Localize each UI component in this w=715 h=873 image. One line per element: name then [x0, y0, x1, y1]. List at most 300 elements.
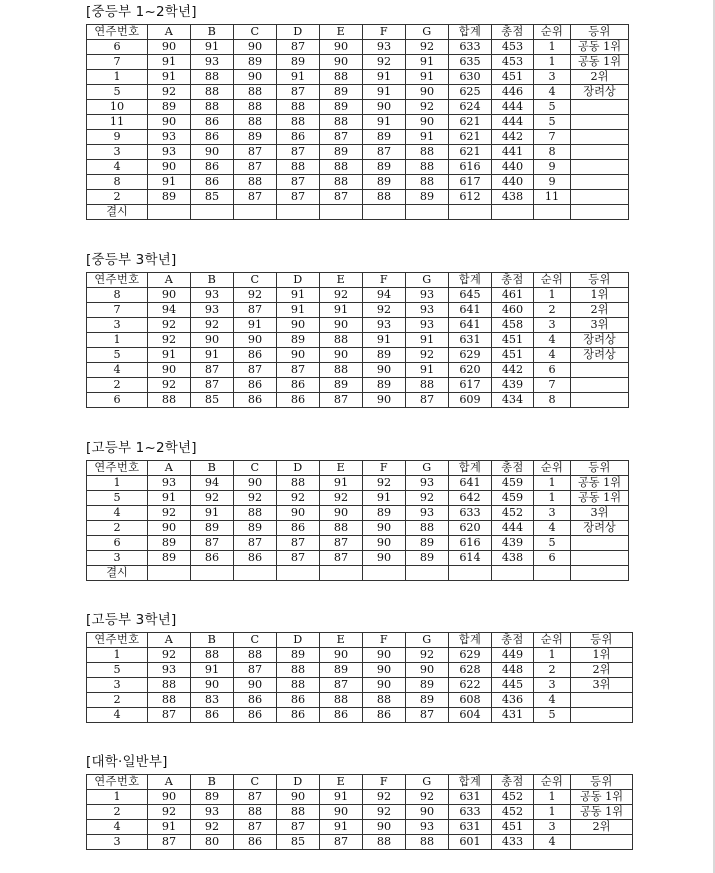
- table-cell: 85: [191, 190, 234, 205]
- table-cell: 635: [449, 55, 492, 70]
- table-cell: 85: [277, 835, 320, 850]
- table-cell: 88: [406, 145, 449, 160]
- table-cell: 92: [148, 506, 191, 521]
- table-cell: 459: [492, 491, 534, 506]
- table-cell: 87: [277, 85, 320, 100]
- table-cell: 87: [277, 820, 320, 835]
- section-4: [86, 612, 633, 723]
- table-cell: 88: [234, 175, 277, 190]
- table-cell: [277, 566, 320, 581]
- table-cell: 3위: [571, 678, 633, 693]
- table-cell: 90: [406, 805, 449, 820]
- table-cell: 1위: [571, 648, 633, 663]
- table-cell: 2: [534, 303, 571, 318]
- column-header: D: [277, 461, 320, 476]
- table-cell: 88: [191, 85, 234, 100]
- table-cell: 3위: [571, 318, 629, 333]
- table-cell: 601: [449, 835, 492, 850]
- table-cell: 4: [87, 160, 148, 175]
- table-cell: 90: [234, 40, 277, 55]
- table-cell: 88: [406, 175, 449, 190]
- table-cell: 86: [363, 708, 406, 723]
- table-cell: 90: [320, 55, 363, 70]
- table-cell: 458: [492, 318, 534, 333]
- section-1: [86, 4, 629, 220]
- table-cell: 440: [492, 160, 534, 175]
- section-2: [86, 252, 629, 408]
- table-cell: 91: [320, 790, 363, 805]
- table-cell: 93: [148, 476, 191, 491]
- column-header: 총점: [492, 633, 534, 648]
- table-row: [87, 333, 629, 348]
- table-header-row: [87, 25, 629, 40]
- table-row: [87, 693, 633, 708]
- table-cell: 87: [406, 708, 449, 723]
- table-cell: 87: [277, 551, 320, 566]
- table-cell: 5: [87, 663, 148, 678]
- table-cell: 89: [406, 190, 449, 205]
- table-cell: 86: [234, 393, 277, 408]
- table-cell: 1: [87, 333, 148, 348]
- table-cell: 86: [277, 708, 320, 723]
- table-cell: 91: [320, 303, 363, 318]
- table-cell: 438: [492, 551, 534, 566]
- table-cell: [571, 536, 629, 551]
- table-cell: 93: [191, 55, 234, 70]
- table-cell: 88: [320, 521, 363, 536]
- table-cell: 88: [191, 648, 234, 663]
- table-cell: 88: [363, 190, 406, 205]
- table-cell: 451: [492, 820, 534, 835]
- table-cell: 4: [534, 835, 571, 850]
- table-cell: 89: [320, 85, 363, 100]
- table-cell: 89: [320, 100, 363, 115]
- table-row: [87, 85, 629, 100]
- table-cell: 86: [320, 708, 363, 723]
- table-cell: 3: [534, 820, 571, 835]
- table-cell: 440: [492, 175, 534, 190]
- table-row: [87, 805, 633, 820]
- table-row: [87, 551, 629, 566]
- table-cell: 94: [191, 476, 234, 491]
- table-cell: 장려상: [571, 521, 629, 536]
- table-cell: 88: [191, 70, 234, 85]
- table-cell: 91: [363, 85, 406, 100]
- table-cell: 2위: [571, 820, 633, 835]
- table-row: [87, 663, 633, 678]
- table-cell: 617: [449, 175, 492, 190]
- table-cell: 87: [320, 393, 363, 408]
- table-cell: 89: [363, 348, 406, 363]
- table-cell: 공동 1위: [571, 476, 629, 491]
- table-cell: 5: [87, 85, 148, 100]
- table-cell: [571, 190, 629, 205]
- column-header: A: [148, 775, 191, 790]
- table-cell: 91: [363, 115, 406, 130]
- table-cell: [571, 551, 629, 566]
- table-cell: 88: [234, 805, 277, 820]
- table-cell: 92: [191, 820, 234, 835]
- table-cell: 448: [492, 663, 534, 678]
- column-header: 총점: [492, 273, 534, 288]
- table-cell: 616: [449, 536, 492, 551]
- column-header: 등위: [571, 633, 633, 648]
- table-cell: 2: [87, 378, 148, 393]
- column-header: 합계: [449, 775, 492, 790]
- table-cell: 431: [492, 708, 534, 723]
- table-cell: 2위: [571, 663, 633, 678]
- table-cell: 441: [492, 145, 534, 160]
- table-cell: 결시: [87, 566, 148, 581]
- table-cell: 94: [148, 303, 191, 318]
- table-cell: [191, 205, 234, 220]
- table-cell: 90: [234, 333, 277, 348]
- table-cell: 5: [87, 491, 148, 506]
- table-cell: 1: [534, 288, 571, 303]
- table-cell: 4: [87, 363, 148, 378]
- table-cell: 90: [191, 333, 234, 348]
- table-cell: 92: [148, 805, 191, 820]
- table-cell: 442: [492, 130, 534, 145]
- table-cell: [571, 693, 633, 708]
- table-cell: 91: [406, 130, 449, 145]
- table-row: [87, 160, 629, 175]
- table-cell: [234, 566, 277, 581]
- column-header: A: [148, 633, 191, 648]
- table-cell: 88: [406, 160, 449, 175]
- table-cell: 90: [277, 318, 320, 333]
- column-header: G: [406, 25, 449, 40]
- table-cell: 9: [534, 160, 571, 175]
- table-cell: 88: [406, 378, 449, 393]
- table-cell: 92: [363, 790, 406, 805]
- table-cell: 88: [234, 506, 277, 521]
- table-cell: 616: [449, 160, 492, 175]
- table-cell: 91: [363, 491, 406, 506]
- column-header: D: [277, 273, 320, 288]
- section-title: [대학·일반부]: [86, 754, 168, 770]
- column-header: B: [191, 633, 234, 648]
- table-cell: 4: [534, 521, 571, 536]
- table-cell: 88: [277, 100, 320, 115]
- table-cell: 86: [277, 130, 320, 145]
- table-cell: 86: [277, 393, 320, 408]
- column-header: 총점: [492, 461, 534, 476]
- table-cell: 87: [277, 536, 320, 551]
- table-cell: 86: [234, 348, 277, 363]
- table-cell: 92: [148, 648, 191, 663]
- table-cell: 451: [492, 70, 534, 85]
- table-cell: 90: [363, 820, 406, 835]
- table-cell: 621: [449, 115, 492, 130]
- table-cell: 7: [87, 55, 148, 70]
- table-cell: 609: [449, 393, 492, 408]
- table-cell: 88: [277, 678, 320, 693]
- column-header: 등위: [571, 775, 633, 790]
- section-title: [고등부 3학년]: [86, 612, 177, 628]
- table-cell: 91: [148, 55, 191, 70]
- table-cell: 90: [148, 115, 191, 130]
- table-header-row: [87, 461, 629, 476]
- table-cell: 89: [406, 551, 449, 566]
- table-cell: 87: [320, 835, 363, 850]
- table-row: [87, 70, 629, 85]
- column-header: E: [320, 461, 363, 476]
- table-cell: 620: [449, 521, 492, 536]
- table-cell: 90: [234, 476, 277, 491]
- table-cell: [571, 393, 629, 408]
- table-cell: 90: [148, 521, 191, 536]
- table-cell: 86: [277, 693, 320, 708]
- table-cell: 92: [320, 491, 363, 506]
- table-row: [87, 648, 633, 663]
- table-cell: 89: [363, 175, 406, 190]
- table-cell: [534, 566, 571, 581]
- table-cell: 87: [277, 363, 320, 378]
- table-cell: 장려상: [571, 85, 629, 100]
- column-header: D: [277, 25, 320, 40]
- results-table: [86, 632, 633, 723]
- table-cell: 90: [363, 100, 406, 115]
- column-header: 연주번호: [87, 775, 148, 790]
- table-cell: 642: [449, 491, 492, 506]
- column-header: F: [363, 461, 406, 476]
- table-cell: 433: [492, 835, 534, 850]
- table-cell: 444: [492, 115, 534, 130]
- table-cell: 87: [234, 303, 277, 318]
- table-cell: 631: [449, 333, 492, 348]
- table-cell: 90: [277, 790, 320, 805]
- table-cell: 공동 1위: [571, 790, 633, 805]
- table-cell: [320, 205, 363, 220]
- table-cell: 88: [277, 805, 320, 820]
- table-cell: 88: [320, 363, 363, 378]
- table-cell: 4: [534, 348, 571, 363]
- table-cell: 633: [449, 506, 492, 521]
- table-cell: 87: [234, 190, 277, 205]
- column-header: 총점: [492, 25, 534, 40]
- table-cell: 88: [148, 693, 191, 708]
- table-cell: 89: [148, 100, 191, 115]
- table-cell: 91: [406, 55, 449, 70]
- table-cell: 공동 1위: [571, 55, 629, 70]
- table-cell: 633: [449, 805, 492, 820]
- table-cell: 90: [234, 678, 277, 693]
- table-cell: 90: [363, 363, 406, 378]
- table-row: [87, 536, 629, 551]
- table-cell: 1: [534, 55, 571, 70]
- column-header: F: [363, 273, 406, 288]
- section-title: [중등부 3학년]: [86, 252, 177, 268]
- column-header: 순위: [534, 775, 571, 790]
- table-cell: 87: [277, 190, 320, 205]
- table-cell: 89: [234, 521, 277, 536]
- table-cell: 89: [234, 55, 277, 70]
- table-cell: 90: [277, 506, 320, 521]
- table-cell: 1: [534, 790, 571, 805]
- table-cell: 86: [191, 551, 234, 566]
- section-title: [고등부 1~2학년]: [86, 440, 197, 456]
- table-cell: 11: [534, 190, 571, 205]
- table-cell: 604: [449, 708, 492, 723]
- table-cell: 444: [492, 100, 534, 115]
- column-header: 합계: [449, 461, 492, 476]
- table-cell: 89: [148, 551, 191, 566]
- table-cell: 6: [87, 393, 148, 408]
- table-cell: 90: [320, 648, 363, 663]
- table-cell: 91: [406, 70, 449, 85]
- table-cell: 88: [320, 160, 363, 175]
- table-cell: 633: [449, 40, 492, 55]
- table-cell: 86: [191, 115, 234, 130]
- table-row: [87, 506, 629, 521]
- table-cell: 92: [363, 55, 406, 70]
- table-cell: 88: [277, 160, 320, 175]
- table-cell: 5: [534, 100, 571, 115]
- column-header: 순위: [534, 633, 571, 648]
- table-cell: 90: [406, 663, 449, 678]
- column-header: E: [320, 25, 363, 40]
- results-table: [86, 460, 629, 581]
- table-cell: 93: [191, 288, 234, 303]
- table-cell: 6: [534, 363, 571, 378]
- table-cell: 86: [234, 708, 277, 723]
- table-cell: 3: [87, 835, 148, 850]
- column-header: G: [406, 775, 449, 790]
- table-cell: 92: [363, 805, 406, 820]
- table-cell: 89: [320, 145, 363, 160]
- table-cell: 449: [492, 648, 534, 663]
- table-cell: 92: [406, 491, 449, 506]
- column-header: 등위: [571, 25, 629, 40]
- table-cell: 공동 1위: [571, 40, 629, 55]
- table-cell: 90: [234, 70, 277, 85]
- table-cell: 90: [363, 678, 406, 693]
- table-cell: [571, 363, 629, 378]
- table-cell: 83: [191, 693, 234, 708]
- table-cell: 3: [87, 145, 148, 160]
- table-row: [87, 190, 629, 205]
- table-cell: 87: [234, 820, 277, 835]
- table-cell: 89: [191, 790, 234, 805]
- table-cell: 89: [277, 648, 320, 663]
- table-cell: 92: [148, 333, 191, 348]
- table-cell: 89: [320, 378, 363, 393]
- results-table: [86, 24, 629, 220]
- table-cell: 6: [534, 551, 571, 566]
- table-cell: 91: [148, 348, 191, 363]
- table-cell: 90: [363, 393, 406, 408]
- table-cell: 1위: [571, 288, 629, 303]
- table-cell: 93: [406, 820, 449, 835]
- table-cell: 4: [534, 693, 571, 708]
- table-cell: 451: [492, 348, 534, 363]
- table-cell: 629: [449, 648, 492, 663]
- table-cell: 1: [534, 491, 571, 506]
- table-cell: 3: [534, 506, 571, 521]
- table-cell: [449, 205, 492, 220]
- table-cell: 1: [87, 790, 148, 805]
- table-cell: 87: [234, 363, 277, 378]
- table-cell: 86: [277, 378, 320, 393]
- table-cell: [571, 115, 629, 130]
- table-cell: 439: [492, 378, 534, 393]
- column-header: C: [234, 775, 277, 790]
- table-cell: [571, 708, 633, 723]
- table-cell: 86: [277, 521, 320, 536]
- table-row: [87, 566, 629, 581]
- table-cell: 1: [534, 805, 571, 820]
- table-cell: 91: [191, 348, 234, 363]
- column-header: 순위: [534, 273, 571, 288]
- table-row: [87, 40, 629, 55]
- column-header: C: [234, 633, 277, 648]
- table-cell: 93: [406, 318, 449, 333]
- table-cell: 92: [148, 85, 191, 100]
- table-cell: 2: [534, 663, 571, 678]
- table-cell: 90: [363, 521, 406, 536]
- table-cell: [571, 205, 629, 220]
- table-cell: [406, 566, 449, 581]
- table-cell: 1: [87, 70, 148, 85]
- table-cell: [363, 566, 406, 581]
- table-cell: 3: [534, 318, 571, 333]
- table-row: [87, 835, 633, 850]
- table-cell: 8: [87, 175, 148, 190]
- table-cell: 93: [363, 318, 406, 333]
- table-cell: 86: [234, 835, 277, 850]
- table-cell: 461: [492, 288, 534, 303]
- table-cell: 88: [320, 70, 363, 85]
- table-cell: 7: [87, 303, 148, 318]
- table-cell: 88: [148, 678, 191, 693]
- column-header: A: [148, 25, 191, 40]
- table-cell: 445: [492, 678, 534, 693]
- table-cell: 87: [234, 160, 277, 175]
- table-cell: 641: [449, 303, 492, 318]
- table-cell: 459: [492, 476, 534, 491]
- table-cell: 7: [534, 378, 571, 393]
- table-cell: 93: [406, 303, 449, 318]
- table-cell: 90: [320, 506, 363, 521]
- table-cell: 6: [87, 40, 148, 55]
- table-row: [87, 790, 633, 805]
- table-cell: 90: [406, 115, 449, 130]
- table-cell: 85: [191, 393, 234, 408]
- table-row: [87, 348, 629, 363]
- table-cell: 451: [492, 333, 534, 348]
- column-header: G: [406, 633, 449, 648]
- table-cell: 결시: [87, 205, 148, 220]
- table-cell: [191, 566, 234, 581]
- table-cell: 434: [492, 393, 534, 408]
- table-cell: 3: [534, 70, 571, 85]
- table-cell: 2위: [571, 70, 629, 85]
- table-row: [87, 491, 629, 506]
- table-cell: 92: [406, 790, 449, 805]
- column-header: 연주번호: [87, 633, 148, 648]
- table-cell: 93: [406, 476, 449, 491]
- table-row: [87, 55, 629, 70]
- table-cell: 453: [492, 40, 534, 55]
- table-cell: 88: [277, 476, 320, 491]
- table-cell: 92: [148, 378, 191, 393]
- table-cell: 91: [363, 333, 406, 348]
- table-cell: 86: [234, 551, 277, 566]
- table-cell: 88: [277, 663, 320, 678]
- table-cell: 93: [148, 663, 191, 678]
- table-cell: 87: [320, 551, 363, 566]
